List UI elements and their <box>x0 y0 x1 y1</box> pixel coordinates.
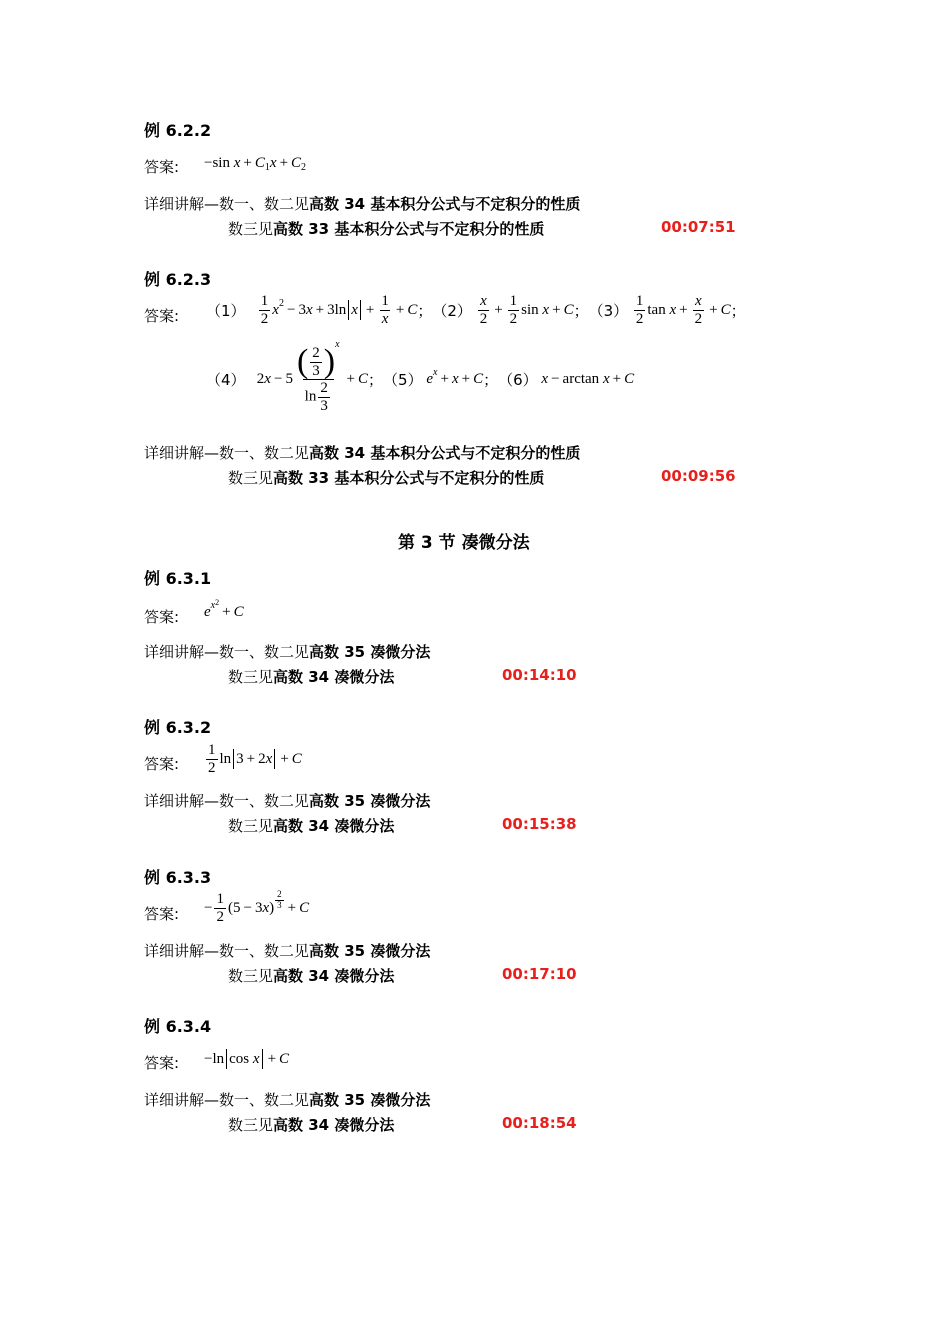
detail-line-2: 数三见高数 33 基本积分公式与不定积分的性质 <box>228 220 545 238</box>
answer-formula: $\frac{1}{2}$ ln 3 + 2 x + C <box>208 742 302 776</box>
answer-label: 答案: <box>144 905 180 923</box>
answer-formula: − sin x + C 1 x + C 2 <box>204 155 307 173</box>
detail-line-1: 详细讲解—数一、数二见高数 34 基本积分公式与不定积分的性质 <box>144 195 581 213</box>
detail-line-1: 详细讲解—数一、数二见高数 35 凑微分法 <box>144 792 431 810</box>
answer-formula: − $\frac{1}{2}$ (5 − 3 x ) $\frac{2}{3}$ + C <box>204 888 310 925</box>
section-title: 第 3 节 凑微分法 <box>398 533 530 553</box>
detail-line-1: 详细讲解—数一、数二见高数 34 基本积分公式与不定积分的性质 <box>144 444 581 462</box>
video-timestamp[interactable]: 00:14:10 <box>502 666 577 684</box>
answer-formula-row-2: （4） 2 x − 5 ( $\frac{2}{3}$ ) x ln $\frac{2}{3}$ + C ； （5） e x + x + C ； （6） x − arctan x + C <box>206 338 635 414</box>
example-title: 例 6.3.3 <box>144 868 212 887</box>
detail-line-2: 数三见高数 34 凑微分法 <box>228 1116 395 1134</box>
video-timestamp[interactable]: 00:09:56 <box>661 467 736 485</box>
example-title: 例 6.3.1 <box>144 569 212 588</box>
answer-label: 答案: <box>144 158 180 176</box>
detail-line-2: 数三见高数 34 凑微分法 <box>228 668 395 686</box>
detail-line-2: 数三见高数 34 凑微分法 <box>228 967 395 985</box>
video-timestamp[interactable]: 00:18:54 <box>502 1114 577 1132</box>
example-title: 例 6.2.3 <box>144 270 212 289</box>
video-timestamp[interactable]: 00:15:38 <box>502 815 577 833</box>
video-timestamp[interactable]: 00:07:51 <box>661 218 736 236</box>
answer-formula: − ln cos x + C <box>204 1049 289 1069</box>
detail-line-2: 数三见高数 33 基本积分公式与不定积分的性质 <box>228 469 545 487</box>
answer-label: 答案: <box>144 1054 180 1072</box>
answer-label: 答案: <box>144 307 180 325</box>
answer-label: 答案: <box>144 755 180 773</box>
detail-line-1: 详细讲解—数一、数二见高数 35 凑微分法 <box>144 643 431 661</box>
answer-label: 答案: <box>144 608 180 626</box>
example-title: 例 6.2.2 <box>144 121 212 140</box>
answer-formula-row-1: （1） $\frac{1}{2}$ x 2 − 3 x + 3ln x + $\frac{1}{x}$ + C ； （2） $\frac{x}{2}$ + $\frac{1}{2}$ sin x + C ； （3） $\frac{1}{2}$ tan x + $\frac{x}{2}$ + C ； <box>206 293 746 327</box>
example-title: 例 6.3.4 <box>144 1017 212 1036</box>
detail-line-1: 详细讲解—数一、数二见高数 35 凑微分法 <box>144 1091 431 1109</box>
answer-formula: e $x^2$ + C <box>204 598 244 620</box>
detail-line-2: 数三见高数 34 凑微分法 <box>228 817 395 835</box>
example-title: 例 6.3.2 <box>144 718 212 737</box>
detail-line-1: 详细讲解—数一、数二见高数 35 凑微分法 <box>144 942 431 960</box>
video-timestamp[interactable]: 00:17:10 <box>502 965 577 983</box>
